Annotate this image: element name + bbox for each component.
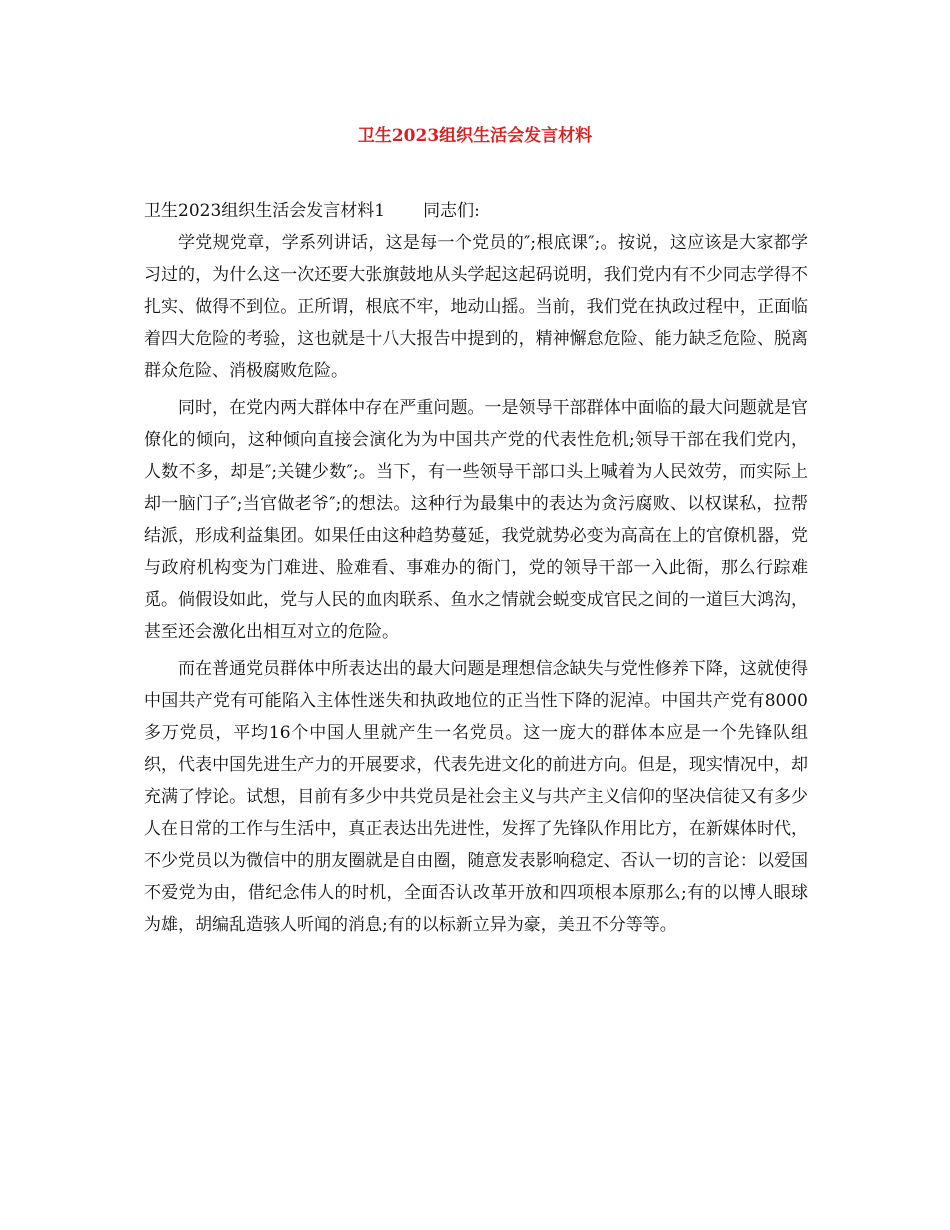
section-heading: 卫生2023组织生活会发言材料1 <box>144 201 386 221</box>
paragraph-3: 而在普通党员群体中所表达出的最大问题是理想信念缺失与党性修养下降，这就使得中国共产党有可能陷入主体性迷失和执政地位的正当性下降的泥淖。中国共产党有8000多万党员，平均16个中国人里就产生一名党员。这一庞大的群体本应是一个先锋队组织，代表中国先进生产力的开展要求，代表先进文化的前进方向。但是，现实情况中，却充满了悖论。试想，目前有多少中共党员是社会主义与共产主义信仰的坚决信徒又有多少人在日常的工作与生活中，真正表达出先进性，发挥了先锋队作用比方，在新媒体时代，不少党员以为微信中的朋友圈就是自由圈，随意发表影响稳定、否认一切的言论：以爱国不爱党为由，借纪念伟人的时机，全面否认改革开放和四项根本原那么;有的以博人眼球为雄，胡编乱造骇人听闻的消息;有的以标新立异为豪，美丑不分等等。 <box>144 659 808 935</box>
greeting: 同志们: <box>423 201 480 221</box>
section-heading-line <box>144 195 808 227</box>
paragraph-2: 同时，在党内两大群体中存在严重问题。一是领导干部群体中面临的最大问题就是官僚化的倾向，这种倾向直接会演化为为中国共产党的代表性危机;领导干部在我们党内，人数不多，却是″;关键少数″;。当下，有一些领导干部口头上喊着为人民效劳，而实际上却一脑门子″;当官做老爷″;的想法。这种行为最集中的表达为贪污腐败、以权谋私，拉帮结派，形成利益集团。如果任由这种趋势蔓延，我党就势必变为高高在上的官僚机器，党与政府机构变为门难进、脸难看、事难办的衙门，党的领导干部一入此衙，那么行踪难觅。倘假设如此，党与人民的血肉联系、鱼水之情就会蜕变成官民之间的一道巨大鸿沟，甚至还会激化出相互对立的危险。 <box>144 398 808 642</box>
paragraph-1: 学党规党章，学系列讲话，这是每一个党员的″;根底课″;。按说，这应该是大家都学习过的，为什么这一次还要大张旗鼓地从头学起这起码说明，我们党内有不少同志学得不扎实、做得不到位。正所谓，根底不牢，地动山摇。当前，我们党在执政过程中，正面临着四大危险的考验，这也就是十八大报告中提到的，精神懈怠危险、能力缺乏危险、脱离群众危险、消极腐败危险。 <box>144 233 808 381</box>
document-title: 卫生2023组织生活会发言材料 <box>357 126 593 146</box>
document-body <box>144 195 808 946</box>
